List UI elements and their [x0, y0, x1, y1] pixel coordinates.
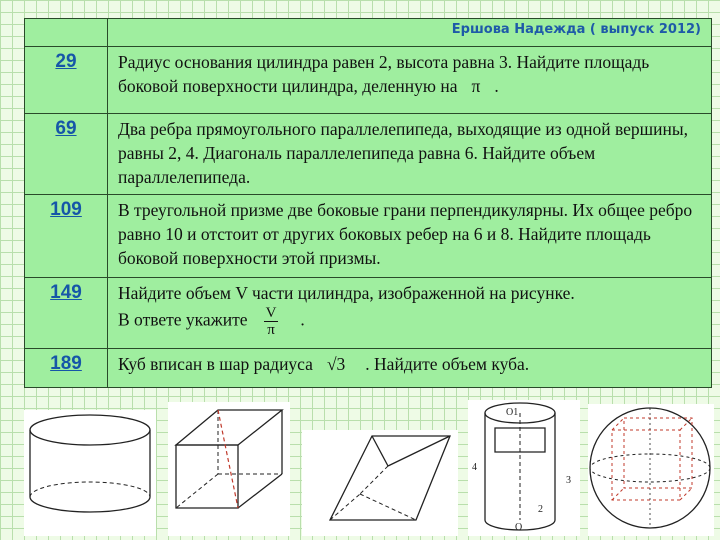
author-label: Ершова Надежда ( выпуск 2012)	[108, 19, 712, 47]
problem-number-189[interactable]: 189	[50, 353, 82, 374]
problem-text-69: Два ребра прямоугольного параллелепипеда, выходящие из одной вершины, равны 2, 4. Диагональ параллелепипеда равна 6. Найдите объем параллелепипеда.	[108, 114, 712, 195]
label-o: O	[515, 522, 523, 533]
problem-text-29: Радиус основания цилиндра равен 2, высота равна 3. Найдите площадь боковой поверхности цилиндра, деленную на π .	[108, 47, 712, 114]
cut-cylinder-figure	[468, 400, 580, 536]
problem-number-69[interactable]: 69	[55, 118, 77, 139]
pi-symbol: π	[471, 76, 481, 96]
v-over-pi-fraction: $\frac{V}{\pi}$	[265, 305, 277, 338]
cube-in-sphere-figure	[588, 404, 714, 536]
parallelepiped-figure	[168, 402, 290, 536]
label-height-3: 3	[566, 475, 571, 486]
problem-number-149[interactable]: 149	[50, 282, 82, 303]
problem-text-149: Найдите объем V части цилиндра, изображенной на рисунке. В ответе укажите $\frac{V}{\pi}$ .	[108, 278, 712, 349]
cylinder-figure	[24, 410, 156, 536]
label-o1: O1	[506, 407, 519, 418]
problem-number-109[interactable]: 109	[50, 199, 82, 220]
problem-number-29[interactable]: 29	[55, 51, 77, 72]
problem-text-189: Куб вписан в шар радиуса √3 . Найдите объем куба.	[108, 349, 712, 388]
sqrt3-symbol: √3	[326, 354, 346, 374]
label-height-4: 4	[472, 462, 477, 473]
problem-text-109: В треугольной призме две боковые грани перпендикулярны. Их общее ребро равно 10 и отстоит от других боковых ребер на 6 и 8. Найдите площадь боковой поверхности этой призмы.	[108, 195, 712, 278]
prism-figure	[302, 430, 458, 536]
label-radius-2: 2	[538, 504, 543, 515]
